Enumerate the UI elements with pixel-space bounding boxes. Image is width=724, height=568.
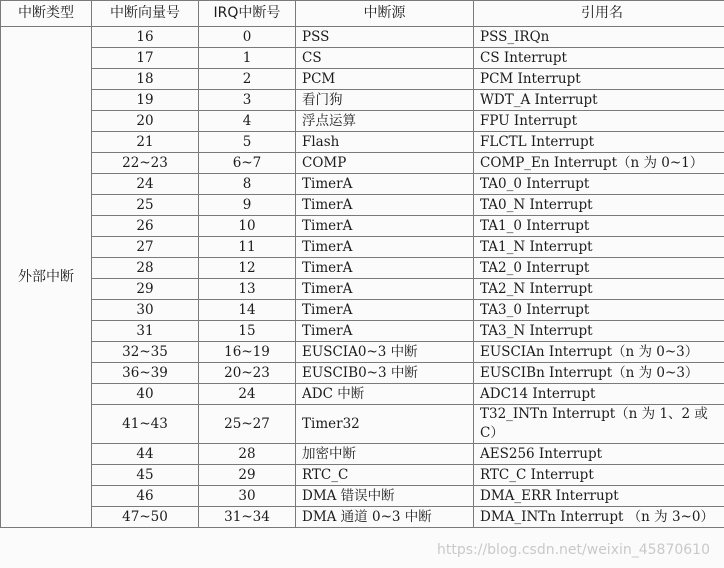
reference-cell: TA0_0 Interrupt (474, 174, 724, 195)
vector-cell: 46 (92, 486, 199, 507)
table-row (1, 27, 724, 48)
table-row (1, 321, 724, 342)
source-cell: TimerA (296, 300, 474, 321)
source-cell: 加密中断 (296, 444, 474, 465)
source-cell: CS (296, 48, 474, 69)
reference-cell: FLCTL Interrupt (474, 132, 724, 153)
table-row (1, 279, 724, 300)
table-row (1, 90, 724, 111)
reference-cell: TA2_N Interrupt (474, 279, 724, 300)
vector-cell: 20 (92, 111, 199, 132)
irq-cell: 5 (199, 132, 296, 153)
table-row (1, 300, 724, 321)
vector-cell: 32~35 (92, 342, 199, 363)
vector-cell: 44 (92, 444, 199, 465)
irq-cell: 24 (199, 384, 296, 405)
irq-cell: 31~34 (199, 507, 296, 528)
irq-cell: 11 (199, 237, 296, 258)
vector-cell: 19 (92, 90, 199, 111)
source-cell: DMA 通道 0~3 中断 (296, 507, 474, 528)
table-row (1, 237, 724, 258)
irq-cell: 9 (199, 195, 296, 216)
source-cell: TimerA (296, 174, 474, 195)
table-row (1, 48, 724, 69)
reference-cell: EUSCIAn Interrupt（n 为 0~3） (474, 342, 724, 363)
table-row (1, 195, 724, 216)
table-row (1, 507, 724, 528)
table-header-row (1, 1, 724, 27)
vector-cell: 22~23 (92, 153, 199, 174)
source-cell: COMP (296, 153, 474, 174)
source-cell: Flash (296, 132, 474, 153)
source-cell: TimerA (296, 279, 474, 300)
source-cell: TimerA (296, 195, 474, 216)
vector-cell: 30 (92, 300, 199, 321)
table-row (1, 153, 724, 174)
watermark: https://blog.csdn.net/weixin_45870610 (436, 542, 710, 558)
vector-cell: 26 (92, 216, 199, 237)
source-cell: TimerA (296, 237, 474, 258)
irq-cell: 28 (199, 444, 296, 465)
table-row (1, 69, 724, 90)
irq-cell: 3 (199, 90, 296, 111)
source-cell: TimerA (296, 258, 474, 279)
source-cell: EUSCIB0~3 中断 (296, 363, 474, 384)
header-source: 中断源 (296, 1, 474, 27)
reference-cell: PCM Interrupt (474, 69, 724, 90)
vector-cell: 21 (92, 132, 199, 153)
reference-cell: COMP_En Interrupt（n 为 0~1） (474, 153, 724, 174)
reference-cell: ADC14 Interrupt (474, 384, 724, 405)
vector-cell: 28 (92, 258, 199, 279)
reference-cell: DMA_INTn Interrupt （n 为 3~0） (474, 507, 724, 528)
table-row (1, 111, 724, 132)
source-cell: DMA 错误中断 (296, 486, 474, 507)
header-vector: 中断向量号 (92, 1, 199, 27)
irq-cell: 16~19 (199, 342, 296, 363)
irq-cell: 20~23 (199, 363, 296, 384)
table-row (1, 465, 724, 486)
reference-cell: CS Interrupt (474, 48, 724, 69)
source-cell: RTC_C (296, 465, 474, 486)
table-row (1, 405, 724, 444)
source-cell: TimerA (296, 216, 474, 237)
reference-cell: TA1_N Interrupt (474, 237, 724, 258)
irq-cell: 4 (199, 111, 296, 132)
table-row (1, 363, 724, 384)
vector-cell: 36~39 (92, 363, 199, 384)
irq-cell: 2 (199, 69, 296, 90)
table-row (1, 174, 724, 195)
irq-cell: 6~7 (199, 153, 296, 174)
table-row (1, 258, 724, 279)
reference-cell: WDT_A Interrupt (474, 90, 724, 111)
table-row (1, 342, 724, 363)
vector-cell: 31 (92, 321, 199, 342)
source-cell: 看门狗 (296, 90, 474, 111)
irq-cell: 30 (199, 486, 296, 507)
vector-cell: 17 (92, 48, 199, 69)
source-cell: TimerA (296, 321, 474, 342)
table-row (1, 444, 724, 465)
vector-cell: 41~43 (92, 405, 199, 444)
irq-cell: 15 (199, 321, 296, 342)
source-cell: 浮点运算 (296, 111, 474, 132)
table-row (1, 384, 724, 405)
vector-cell: 24 (92, 174, 199, 195)
reference-cell: EUSCIBn Interrupt（n 为 0~3） (474, 363, 724, 384)
table-row (1, 132, 724, 153)
irq-cell: 0 (199, 27, 296, 48)
reference-cell: TA3_N Interrupt (474, 321, 724, 342)
source-cell: ADC 中断 (296, 384, 474, 405)
vector-cell: 16 (92, 27, 199, 48)
irq-cell: 13 (199, 279, 296, 300)
category-cell: 外部中断 (1, 27, 92, 528)
reference-cell: T32_INTn Interrupt（n 为 1、2 或 C） (474, 405, 724, 444)
source-cell: PCM (296, 69, 474, 90)
irq-cell: 14 (199, 300, 296, 321)
reference-cell: TA2_0 Interrupt (474, 258, 724, 279)
vector-cell: 25 (92, 195, 199, 216)
reference-cell: PSS_IRQn (474, 27, 724, 48)
reference-cell: TA0_N Interrupt (474, 195, 724, 216)
reference-cell: AES256 Interrupt (474, 444, 724, 465)
irq-cell: 25~27 (199, 405, 296, 444)
reference-cell: TA1_0 Interrupt (474, 216, 724, 237)
table-row (1, 486, 724, 507)
table-row (1, 216, 724, 237)
irq-cell: 10 (199, 216, 296, 237)
source-cell: Timer32 (296, 405, 474, 444)
vector-cell: 29 (92, 279, 199, 300)
vector-cell: 47~50 (92, 507, 199, 528)
vector-cell: 18 (92, 69, 199, 90)
irq-cell: 29 (199, 465, 296, 486)
source-cell: PSS (296, 27, 474, 48)
header-reference: 引用名 (474, 1, 724, 27)
reference-cell: TA3_0 Interrupt (474, 300, 724, 321)
irq-cell: 12 (199, 258, 296, 279)
vector-cell: 45 (92, 465, 199, 486)
irq-cell: 1 (199, 48, 296, 69)
reference-cell: DMA_ERR Interrupt (474, 486, 724, 507)
header-irq: IRQ中断号 (199, 1, 296, 27)
irq-cell: 8 (199, 174, 296, 195)
source-cell: EUSCIA0~3 中断 (296, 342, 474, 363)
reference-cell: FPU Interrupt (474, 111, 724, 132)
reference-cell: RTC_C Interrupt (474, 465, 724, 486)
header-category: 中断类型 (1, 1, 92, 27)
vector-cell: 40 (92, 384, 199, 405)
vector-cell: 27 (92, 237, 199, 258)
